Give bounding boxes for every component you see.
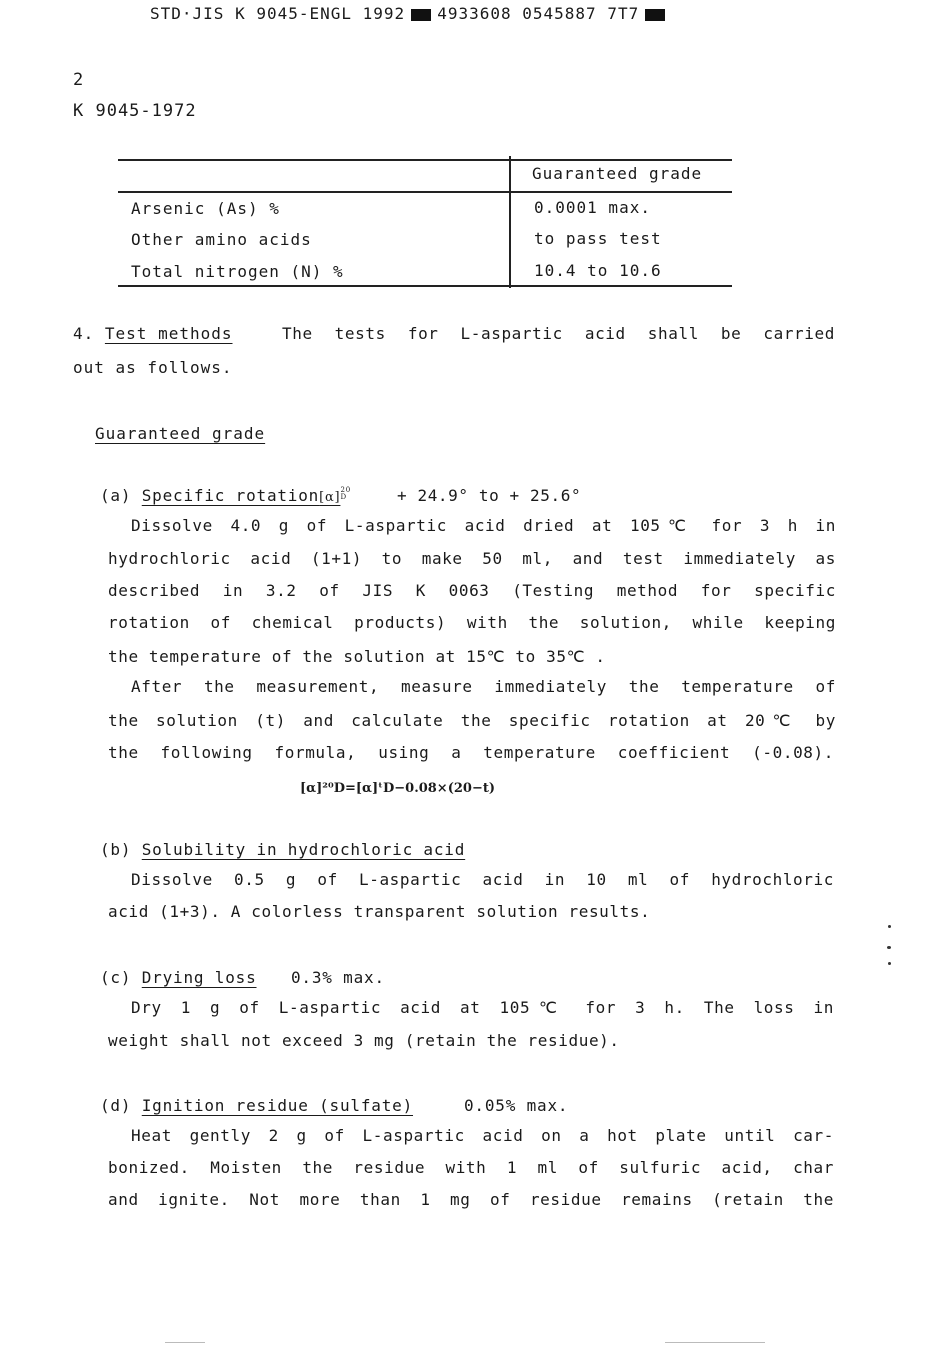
item-c-line: Dry 1 g of L-aspartic acid at 105℃ for 3 h. The loss in	[131, 998, 834, 1017]
item-title: Solubility in hydrochloric acid	[141, 840, 466, 859]
rotation-sub: D	[340, 493, 347, 501]
grade-heading: Guaranteed grade	[95, 424, 266, 443]
item-a-line: Dissolve 4.0 g of L-aspartic acid dried at 105℃ for 3 h in	[131, 516, 836, 535]
item-label: (a)	[100, 486, 132, 505]
item-a-line: the following formula, using a temperature coefficient (-0.08).	[108, 743, 834, 762]
item-c-line: weight shall not exceed 3 mg (retain the residue).	[108, 1031, 620, 1050]
item-title: Ignition residue (sulfate)	[141, 1096, 414, 1115]
table-row-item: Arsenic (As) %	[131, 199, 280, 218]
header-catalog-code: 4933608 0545887 7T7	[437, 4, 640, 23]
item-d-line: bonized. Moisten the residue with 1 ml of sulfuric acid, char	[108, 1158, 834, 1177]
item-a-line: the temperature of the solution at 15℃ to 35℃ .	[108, 647, 606, 666]
table-row-item: Total nitrogen (N) %	[131, 262, 344, 281]
item-b-line: Dissolve 0.5 g of L-aspartic acid in 10 ml of hydrochloric	[131, 870, 834, 889]
item-label: (b)	[100, 840, 132, 859]
table-row-value: 10.4 to 10.6	[534, 261, 662, 280]
item-title-text: Specific rotation	[141, 486, 320, 505]
page-number: 2	[73, 70, 84, 90]
item-label: (d)	[100, 1096, 132, 1115]
spec-table	[118, 156, 732, 288]
item-c-spec: 0.3% max.	[291, 968, 385, 987]
table-header-rule	[118, 191, 732, 193]
item-a-spec: + 24.9° to + 25.6°	[397, 486, 582, 505]
section-number: 4.	[73, 324, 95, 343]
table-row-value: 0.0001 max.	[534, 198, 651, 217]
document-header	[150, 4, 671, 23]
header-block-mark	[411, 9, 431, 21]
margin-dot	[887, 946, 891, 949]
item-a-line: described in 3.2 of JIS K 0063 (Testing method for specific	[108, 581, 836, 600]
item-a-line: hydrochloric acid (1+1) to make 50 ml, and test immediately as	[108, 549, 836, 568]
header-block-mark-end	[645, 9, 665, 21]
table-top-rule	[118, 159, 732, 161]
header-standard-id: STD·JIS K 9045-ENGL 1992	[150, 4, 406, 23]
item-a-line: the solution (t) and calculate the specific rotation at 20℃ by	[108, 711, 836, 730]
margin-dot	[888, 962, 891, 965]
table-row-item: Other amino acids	[131, 230, 312, 249]
margin-dot	[888, 925, 891, 928]
item-a-heading	[100, 486, 351, 505]
item-title: Drying loss	[141, 968, 257, 987]
item-b-line: acid (1+3). A colorless transparent solution results.	[108, 902, 651, 921]
section-4-heading	[73, 324, 233, 343]
item-a-line: rotation of chemical products) with the solution, while keeping	[108, 613, 836, 632]
item-title	[142, 486, 351, 505]
item-c-heading	[100, 968, 257, 987]
item-d-spec: 0.05% max.	[464, 1096, 569, 1115]
doc-id: K 9045-1972	[73, 101, 197, 121]
scan-artifact-line	[165, 1342, 205, 1343]
rotation-formula: [α]²⁰D=[α]ᵗD−0.08×(20−t)	[300, 781, 495, 796]
rotation-sup: 20	[340, 486, 351, 494]
section-4-line-1: The tests for L-aspartic acid shall be carried	[282, 324, 835, 343]
rotation-symbol: [α]	[319, 490, 341, 505]
section-title: Test methods	[104, 324, 233, 343]
item-b-heading	[100, 840, 465, 859]
item-d-line: and ignite. Not more than 1 mg of residue remains (retain the	[108, 1190, 834, 1209]
item-d-heading	[100, 1096, 413, 1115]
item-d-line: Heat gently 2 g of L-aspartic acid on a hot plate until car-	[131, 1126, 834, 1145]
section-4-line-2: out as follows.	[73, 358, 233, 377]
scan-artifact-line	[665, 1342, 765, 1343]
table-column-divider	[509, 156, 511, 288]
item-a-line: After the measurement, measure immediately the temperature of	[131, 677, 836, 696]
item-label: (c)	[100, 968, 132, 987]
table-row-value: to pass test	[534, 229, 662, 248]
table-col-header: Guaranteed grade	[532, 164, 703, 183]
table-bottom-rule	[118, 285, 732, 287]
